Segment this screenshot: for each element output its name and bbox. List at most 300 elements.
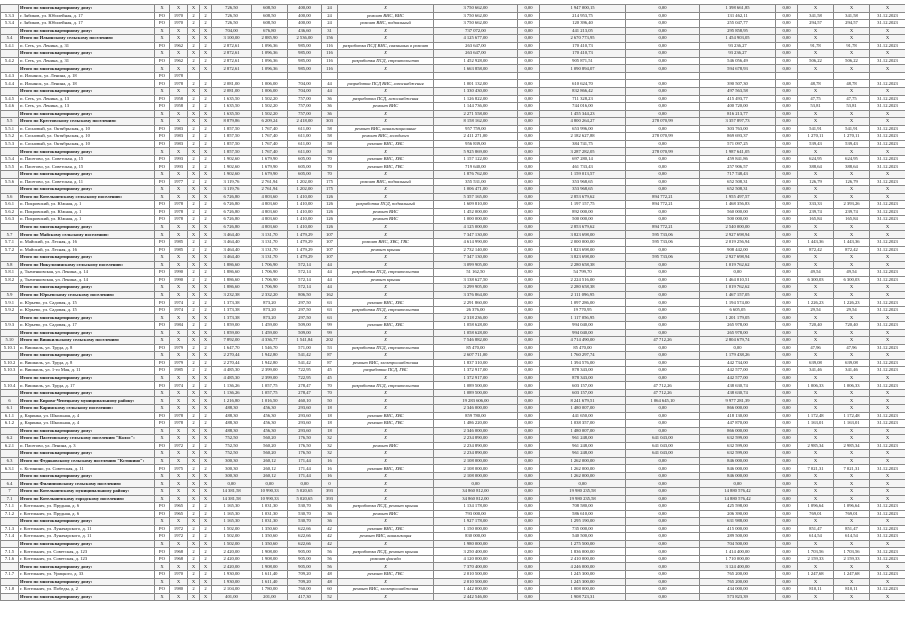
row-number: 5.5.6 <box>1 178 19 186</box>
local-cell: 0,00 <box>626 352 700 360</box>
residents-cell: 156 <box>322 35 338 43</box>
total-cost-cell: 957 759,00 <box>434 125 518 133</box>
total-cost-cell: 4 125 000,00 <box>434 223 518 231</box>
entrances-cell: X <box>200 118 212 126</box>
work-type-cell: ремонт ВИС <box>338 216 434 224</box>
entrances-cell: X <box>200 457 212 465</box>
residents-cell: 99 <box>322 321 338 329</box>
subtotal-row <box>1 593 905 601</box>
row-number: 5.4.5 <box>1 95 19 103</box>
entrances-cell: 2 <box>200 367 212 375</box>
residents-cell: 42 <box>322 533 338 541</box>
owners-cell: 846 000,00 <box>700 472 776 480</box>
floors-cell: X <box>188 404 200 412</box>
total-cost-cell: 2 010 500,00 <box>434 578 518 586</box>
row-number: 6.1.1 <box>1 412 19 420</box>
total-area-cell: 1 647,70 <box>212 344 252 352</box>
owners-cell: 3 357 897,73 <box>700 118 776 126</box>
owners-cell: 425 598,00 <box>700 503 776 511</box>
total-cost-cell: 2 108 000,00 <box>434 472 518 480</box>
total-cost-cell: 34 860 812,00 <box>434 488 518 496</box>
work-type-cell: ремонт фасада <box>338 555 434 563</box>
year-cell: X <box>170 314 188 322</box>
unit-cost-cell: X <box>798 457 834 465</box>
year-cell: X <box>170 284 188 292</box>
total-cost-cell: 4 120 000,00 <box>434 555 518 563</box>
unit-cost-cell: X <box>798 118 834 126</box>
total-area-cell: 1 216,80 <box>212 397 252 405</box>
residents-cell: 70 <box>322 171 338 179</box>
floors-cell: X <box>188 148 200 156</box>
address-cell: Итого по многоквартирному дому: <box>19 186 155 194</box>
deadline-cell: X <box>870 254 905 262</box>
owned-area-cell: 1 479,29 <box>288 231 322 239</box>
address-cell: Итого по многоквартирному дому: <box>19 223 155 231</box>
living-area-cell: 1 767,40 <box>252 125 288 133</box>
entrances-cell: X <box>200 223 212 231</box>
address-cell: Итого по многоквартирному дому: <box>19 148 155 156</box>
deadline-cell: 31.12.2023 <box>870 140 905 148</box>
owners-cell: 632 599,00 <box>700 442 776 450</box>
local-cell: 0,00 <box>626 548 700 556</box>
residents-cell: 18 <box>322 404 338 412</box>
federal-cell: 0,00 <box>518 171 540 179</box>
owned-area-cell: 572,14 <box>288 261 322 269</box>
entrances-cell: 2 <box>200 548 212 556</box>
year-cell: 1985 <box>170 367 188 375</box>
federal-cell: 0,00 <box>518 80 540 88</box>
limit-cost-cell: 388,64 <box>834 163 870 171</box>
subtotal-row <box>1 518 905 526</box>
other-cell: 0,00 <box>776 171 798 179</box>
federal-cell: 0,00 <box>518 540 540 548</box>
work-type-cell: X <box>338 389 434 397</box>
year-cell: 1978 <box>170 72 188 80</box>
federal-cell: 0,00 <box>518 518 540 526</box>
owners-cell: 1 468 356,83 <box>700 201 776 209</box>
limit-cost-cell: X <box>834 389 870 397</box>
entrances-cell: X <box>200 291 212 299</box>
federal-cell: 0,00 <box>518 495 540 503</box>
regional-cell: 610 624,70 <box>540 80 626 88</box>
owner-cell: X <box>155 148 170 156</box>
address-cell: Итого по Крестовскому сельскому поселению: <box>19 118 155 126</box>
federal-cell: 0,00 <box>518 578 540 586</box>
floors-cell: 2 <box>188 42 200 50</box>
deadline-cell: 31.12.2023 <box>870 276 905 284</box>
owner-cell: РО <box>155 382 170 390</box>
regional-cell: 353 968,65 <box>540 178 626 186</box>
limit-cost-cell: X <box>834 291 870 299</box>
table-row <box>1 299 905 307</box>
owner-cell: РО <box>155 133 170 141</box>
year-cell: X <box>170 231 188 239</box>
other-cell: 0,00 <box>776 540 798 548</box>
unit-cost-cell: 29,54 <box>798 306 834 314</box>
local-cell: 0,00 <box>626 269 700 277</box>
year-cell: X <box>170 435 188 443</box>
owners-cell: 765 200,00 <box>700 578 776 586</box>
subtotal-row <box>1 148 905 156</box>
year-cell: X <box>170 35 188 43</box>
year-cell: X <box>170 65 188 73</box>
unit-cost-cell: 1 163,01 <box>798 420 834 428</box>
total-cost-cell: 7 370 400,00 <box>434 563 518 571</box>
floors-cell: X <box>188 35 200 43</box>
subtotal-row <box>1 231 905 239</box>
regional-cell: 384 741,75 <box>540 140 626 148</box>
owner-cell: РО <box>155 20 170 28</box>
other-cell: 0,00 <box>776 397 798 405</box>
floors-cell: 2 <box>188 359 200 367</box>
work-type-cell <box>338 72 434 80</box>
row-number <box>1 472 19 480</box>
limit-cost-cell: 29,54 <box>834 306 870 314</box>
other-cell: 0,00 <box>776 442 798 450</box>
total-cost-cell: 1 452 928,00 <box>434 57 518 65</box>
unit-cost-cell: 1 226,23 <box>798 299 834 307</box>
address-cell: п. Покровский, ул. Южная, д. 1 <box>19 208 155 216</box>
row-number <box>1 186 19 194</box>
table-row <box>1 133 905 141</box>
living-area-cell: 2 332,20 <box>252 291 288 299</box>
deadline-cell: X <box>870 27 905 35</box>
total-cost-cell: 2 607 711,00 <box>434 352 518 360</box>
owned-area-cell: 722,95 <box>288 374 322 382</box>
unit-cost-cell: 7 021,31 <box>798 465 834 473</box>
living-area-cell: 10 990,33 <box>252 488 288 496</box>
table-row <box>1 344 905 352</box>
row-number: 5.6.1 <box>1 201 19 209</box>
other-cell: 0,00 <box>776 140 798 148</box>
row-number: 5.7.2 <box>1 246 19 254</box>
limit-cost-cell: 6 300,03 <box>834 276 870 284</box>
owner-cell: X <box>155 397 170 405</box>
total-cost-cell: 1 609 810,00 <box>434 201 518 209</box>
owner-cell: РО <box>155 155 170 163</box>
federal-cell: 0,00 <box>518 163 540 171</box>
living-area-cell: 4 803,60 <box>252 193 288 201</box>
total-cost-cell <box>434 72 518 80</box>
owners-cell: 438 630,74 <box>700 389 776 397</box>
local-cell: 0,00 <box>626 359 700 367</box>
owner-cell: X <box>155 352 170 360</box>
deadline-cell: 31.12.2023 <box>870 465 905 473</box>
total-cost-cell: 1 089 500,00 <box>434 389 518 397</box>
owners-cell: 866 000,00 <box>700 404 776 412</box>
entrances-cell: 2 <box>200 95 212 103</box>
federal-cell: 0,00 <box>518 57 540 65</box>
regional-cell: 994 040,00 <box>540 329 626 337</box>
limit-cost-cell: X <box>834 480 870 488</box>
year-cell: 1983 <box>170 125 188 133</box>
owners-cell: 0,00 <box>700 269 776 277</box>
federal-cell: 0,00 <box>518 389 540 397</box>
owned-area-cell: 5 020,65 <box>288 495 322 503</box>
other-cell: 0,00 <box>776 314 798 322</box>
limit-cost-cell: 872,42 <box>834 246 870 254</box>
residents-cell: 44 <box>322 276 338 284</box>
table-row <box>1 208 905 216</box>
entrances-cell: X <box>200 314 212 322</box>
total-area-cell: 1 886,60 <box>212 276 252 284</box>
address-cell: п. Майский, ул. Лесная, д. 16 <box>19 246 155 254</box>
total-cost-cell: 7 347 130,00 <box>434 231 518 239</box>
federal-cell: 0,00 <box>518 246 540 254</box>
owned-area-cell: 622,66 <box>288 525 322 533</box>
total-area-cell: 2 420,00 <box>212 548 252 556</box>
work-type-cell: ремонт ВИС, холодного <box>338 133 434 141</box>
federal-cell: 0,00 <box>518 208 540 216</box>
local-cell: 0,00 <box>626 27 700 35</box>
other-cell: 0,00 <box>776 299 798 307</box>
federal-cell <box>518 72 540 80</box>
federal-cell: 0,00 <box>518 125 540 133</box>
floors-cell: X <box>188 518 200 526</box>
year-cell: X <box>170 518 188 526</box>
unit-cost-cell: 539,43 <box>798 140 834 148</box>
owners-cell: 632 599,00 <box>700 435 776 443</box>
federal-cell: 0,00 <box>518 306 540 314</box>
owners-cell: 1 710 000,00 <box>700 555 776 563</box>
address-cell: г. Котельнич, ул. Победы, д. 2 <box>19 586 155 594</box>
limit-cost-cell: 165,84 <box>834 216 870 224</box>
work-type-cell: X <box>338 223 434 231</box>
year-cell: X <box>170 389 188 397</box>
deadline-cell: 31.12.2023 <box>870 133 905 141</box>
floors-cell: 2 <box>188 140 200 148</box>
entrances-cell: 2 <box>200 533 212 541</box>
total-cost-cell: 2 291 860,00 <box>434 299 518 307</box>
regional-cell: 2 853 679,62 <box>540 193 626 201</box>
local-cell: 0,00 <box>626 465 700 473</box>
deadline-cell: X <box>870 148 905 156</box>
other-cell: 0,00 <box>776 12 798 20</box>
floors-cell: 2 <box>188 95 200 103</box>
floors-cell: X <box>188 337 200 345</box>
owned-area-cell: 611,00 <box>288 148 322 156</box>
table-body <box>1 5 905 601</box>
regional-cell: 961 248,00 <box>540 435 626 443</box>
local-cell: 0,00 <box>626 178 700 186</box>
living-area-cell: 676,80 <box>252 27 288 35</box>
residents-cell: 56 <box>322 548 338 556</box>
other-cell: 0,00 <box>776 223 798 231</box>
residents-cell: 70 <box>322 382 338 390</box>
floors-cell: X <box>188 450 200 458</box>
total-area-cell: 2 104,00 <box>212 586 252 594</box>
row-number: 5.4.3 <box>1 72 19 80</box>
unit-cost-cell: 165,84 <box>798 216 834 224</box>
address-cell: Итого по многоквартирному дому: <box>19 518 155 526</box>
entrances-cell: X <box>200 435 212 443</box>
address-cell: п. Сеть, ул. Ленина, д. 31 <box>19 42 155 50</box>
row-number: 5.10.3 <box>1 367 19 375</box>
regional-cell: 2 182 627,88 <box>540 133 626 141</box>
owners-cell: 93 236,27 <box>700 42 776 50</box>
entrances-cell: 2 <box>200 140 212 148</box>
year-cell: 1970 <box>170 571 188 579</box>
local-cell: 0,00 <box>626 329 700 337</box>
other-cell: 0,00 <box>776 80 798 88</box>
local-cell: 0,00 <box>626 35 700 43</box>
deadline-cell: 31.12.2023 <box>870 103 905 111</box>
year-cell: X <box>170 261 188 269</box>
owner-cell: РО <box>155 72 170 80</box>
year-cell: 1977 <box>170 178 188 186</box>
total-area-cell: 488,30 <box>212 412 252 420</box>
other-cell: 0,00 <box>776 125 798 133</box>
residents-cell: 36 <box>322 518 338 526</box>
row-number <box>1 5 19 13</box>
row-number: 5.4 <box>1 35 19 43</box>
regional-cell: 441 650,00 <box>540 412 626 420</box>
owned-area-cell: 757,00 <box>288 110 322 118</box>
owner-cell: X <box>155 563 170 571</box>
entrances-cell: X <box>200 593 212 601</box>
year-cell: X <box>170 450 188 458</box>
total-area-cell: 3 119,76 <box>212 186 252 194</box>
owned-area-cell: 605,00 <box>288 155 322 163</box>
owners-cell: 390 507,30 <box>700 80 776 88</box>
local-cell: 0,00 <box>626 314 700 322</box>
total-cost-cell: 263 647,00 <box>434 42 518 50</box>
work-type-cell: X <box>338 457 434 465</box>
living-area-cell: 2 761,94 <box>252 186 288 194</box>
work-type-cell: X <box>338 578 434 586</box>
federal-cell: 0,00 <box>518 261 540 269</box>
federal-cell: 0,00 <box>518 238 540 246</box>
total-cost-cell: 956 839,00 <box>434 140 518 148</box>
total-cost-cell: 1 089 500,00 <box>434 382 518 390</box>
deadline-cell: 31.12.2023 <box>870 382 905 390</box>
owners-cell: 1 987 641,05 <box>700 148 776 156</box>
table-row <box>1 155 905 163</box>
address-cell: Итого по многоквартирному дому: <box>19 88 155 96</box>
total-cost-cell: 5 357 165,00 <box>434 193 518 201</box>
deadline-cell: 31.12.2023 <box>870 503 905 511</box>
regional-cell: 540 500,00 <box>540 533 626 541</box>
regional-cell: 1 394 576,00 <box>540 359 626 367</box>
owner-cell: X <box>155 518 170 526</box>
total-cost-cell: 2 010 500,00 <box>434 571 518 579</box>
federal-cell: 0,00 <box>518 42 540 50</box>
total-area-cell: 1 857,50 <box>212 133 252 141</box>
row-number: 7.1.6 <box>1 555 19 563</box>
floors-cell: 2 <box>188 510 200 518</box>
year-cell: X <box>170 352 188 360</box>
entrances-cell: X <box>200 5 212 13</box>
floors-cell: X <box>188 254 200 262</box>
subtotal-row <box>1 291 905 299</box>
living-area-cell: 1 096,36 <box>252 65 288 73</box>
total-cost-cell: 1 372 917,00 <box>434 374 518 382</box>
residents-cell: 16 <box>322 472 338 480</box>
work-type-cell: X <box>338 472 434 480</box>
residents-cell: 44 <box>322 284 338 292</box>
owner-cell: РО <box>155 548 170 556</box>
unit-cost-cell: 541,91 <box>798 125 834 133</box>
limit-cost-cell: 126,79 <box>834 178 870 186</box>
limit-cost-cell: 1 443,36 <box>834 238 870 246</box>
federal-cell: 0,00 <box>518 216 540 224</box>
owner-cell: РО <box>155 201 170 209</box>
table-row <box>1 548 905 556</box>
year-cell: 1965 <box>170 510 188 518</box>
living-area-cell: 1 942,80 <box>252 352 288 360</box>
living-area-cell: 2 761,94 <box>252 178 288 186</box>
other-cell: 0,00 <box>776 291 798 299</box>
subtotal-row <box>1 435 905 443</box>
owners-cell: 14 880 576,42 <box>700 495 776 503</box>
work-type-cell: ремонт ВИС, электроснабжения <box>338 586 434 594</box>
regional-cell: 1 262 000,00 <box>540 457 626 465</box>
work-type-cell: ремонт ВИС, ХВС <box>338 465 434 473</box>
owned-area-cell: 541,42 <box>288 359 322 367</box>
residents-cell: 116 <box>322 42 338 50</box>
local-cell: 0,00 <box>626 171 700 179</box>
total-cost-cell: 859 780,00 <box>434 412 518 420</box>
year-cell: X <box>170 329 188 337</box>
federal-cell: 0,00 <box>518 193 540 201</box>
entrances-cell: X <box>200 88 212 96</box>
residents-cell: 48 <box>322 578 338 586</box>
unit-cost-cell: X <box>798 389 834 397</box>
work-type-cell: X <box>338 435 434 443</box>
unit-cost-cell: 333,33 <box>798 201 834 209</box>
address-cell: п. Сеть, ул. Ленина, д. 13 <box>19 103 155 111</box>
total-area-cell: 752,50 <box>212 450 252 458</box>
limit-cost-cell: 506,22 <box>834 57 870 65</box>
address-cell: г. Котельнич, ул. Урицкого, д. 33 <box>19 571 155 579</box>
year-cell: X <box>170 540 188 548</box>
entrances-cell: 2 <box>200 525 212 533</box>
limit-cost-cell: 1 247,68 <box>834 571 870 579</box>
unit-cost-cell: X <box>798 88 834 96</box>
local-cell: 0,00 <box>626 42 700 50</box>
living-area-cell: 1 546,70 <box>252 344 288 352</box>
owners-cell: 573 823,39 <box>700 593 776 601</box>
other-cell: 0,00 <box>776 42 798 50</box>
work-type-cell: ремонт ВИС, ХВС <box>338 321 434 329</box>
other-cell: 0,00 <box>776 306 798 314</box>
table-row <box>1 571 905 579</box>
other-cell: 0,00 <box>776 472 798 480</box>
owned-area-cell: 722,95 <box>288 367 322 375</box>
owned-area-cell: 541,42 <box>288 352 322 360</box>
limit-cost-cell: 7 021,31 <box>834 465 870 473</box>
owned-area-cell: 905,00 <box>288 548 322 556</box>
total-area-cell: 1 886,60 <box>212 284 252 292</box>
unit-cost-cell: 614,54 <box>798 533 834 541</box>
total-cost-cell: 1 927 178,00 <box>434 518 518 526</box>
residents-cell: 53 <box>322 344 338 352</box>
total-area-cell: 1 502,00 <box>212 540 252 548</box>
residents-cell: 63 <box>322 306 338 314</box>
limit-cost-cell: X <box>834 488 870 496</box>
row-number: 5.8.1 <box>1 269 19 277</box>
floors-cell: X <box>188 495 200 503</box>
owned-area-cell: 611,00 <box>288 133 322 141</box>
living-area-cell: 1 057,75 <box>252 389 288 397</box>
unit-cost-cell: X <box>798 488 834 496</box>
local-cell: 0,00 <box>626 20 700 28</box>
total-cost-cell: 7 546 882,00 <box>434 337 518 345</box>
living-area-cell: 1 502,20 <box>252 110 288 118</box>
owner-cell: РО <box>155 246 170 254</box>
floors-cell: 2 <box>188 503 200 511</box>
living-area-cell: 456,30 <box>252 420 288 428</box>
